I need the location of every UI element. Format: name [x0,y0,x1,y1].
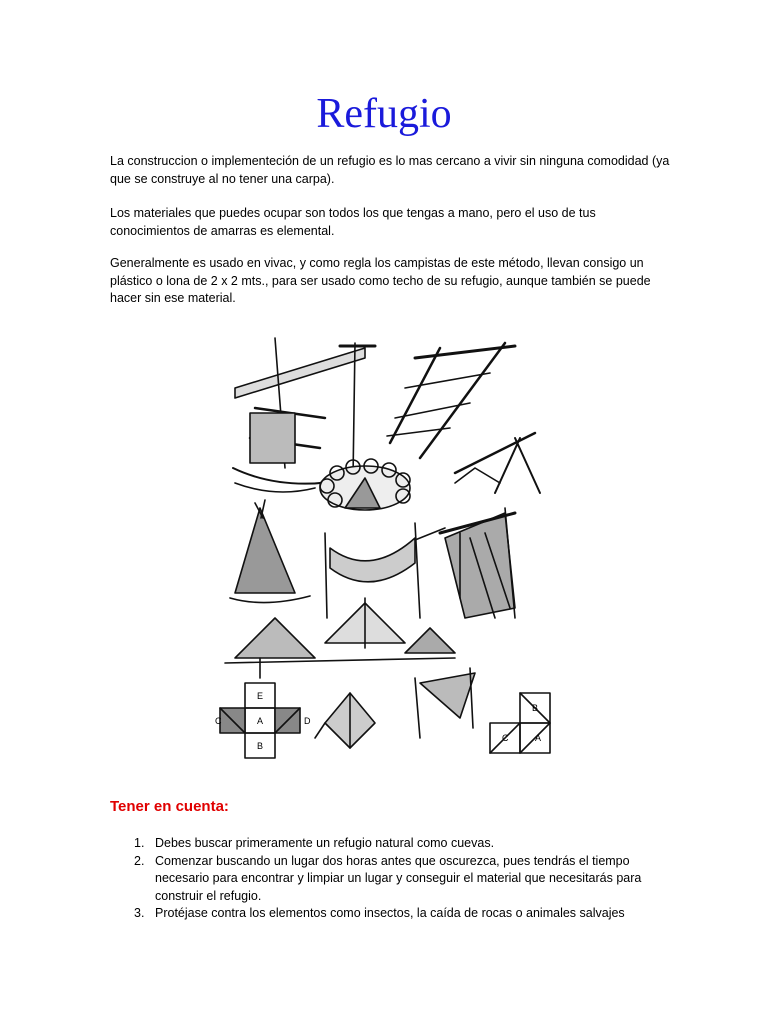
diagram-label: B [257,741,264,751]
list-number: 3. [134,906,145,920]
tips-list [110,835,670,923]
frame-shelter-sketch [387,343,540,493]
diagram-label: C [215,716,222,726]
list-text: Protéjase contra los elementos como insectos, la caída de rocas o animales salvajes [155,906,625,920]
list-item [110,853,670,906]
paragraph-materials: Los materiales que puedes ocupar son todos los que tengas a mano, pero el uso de tus conocimientos de amarras es elemental. [110,206,596,238]
paragraph-intro: La construccion o implementeción de un refugio es lo mas cercano a vivir sin ninguna comodidad (ya que se construye al no tener una carpa). [110,154,670,186]
hammock-sketch [325,523,445,618]
platform-shelter-sketch [440,508,515,618]
debris-hut-sketch [230,500,310,603]
paragraph-vivac: Generalmente es usado en vivac, y como regla los campistas de este método, llevan consigo un plástico o lona de 2 x 2 mts., para ser usado como techo de su refugio, aunque también se puede hacer sin ese material. [110,256,651,305]
list-text: Debes buscar primeramente un refugio natural como cuevas. [155,836,495,850]
diagram-label: A [535,733,542,743]
diagram-label: D [304,716,311,726]
diagram-label: A [257,716,264,726]
list-number: 2. [134,853,145,868]
section-heading: Tener en cuenta: [110,798,229,815]
tarp-fold-diagram-right [490,693,550,753]
diagram-label: B [532,703,539,713]
diagram-label: C [502,733,509,743]
list-item [110,905,670,923]
diagram-label: E [257,691,264,701]
list-number: 1. [134,836,145,850]
list-item [110,835,670,853]
square-tent-sketch [315,693,375,748]
tarp-lean-sketch [415,668,475,738]
shelter-illustrations [215,318,560,776]
fire-ring-sketch [320,459,410,510]
list-text: Comenzar buscando un lugar dos horas antes que oscurezca, pues tendrás el tiempo necesario para encontrar y limpiar un lugar y conseguir el material que necesitarás para construir el refugio. [155,853,642,903]
page-title: Refugio [316,91,452,137]
ridge-tents-sketch [225,598,455,678]
